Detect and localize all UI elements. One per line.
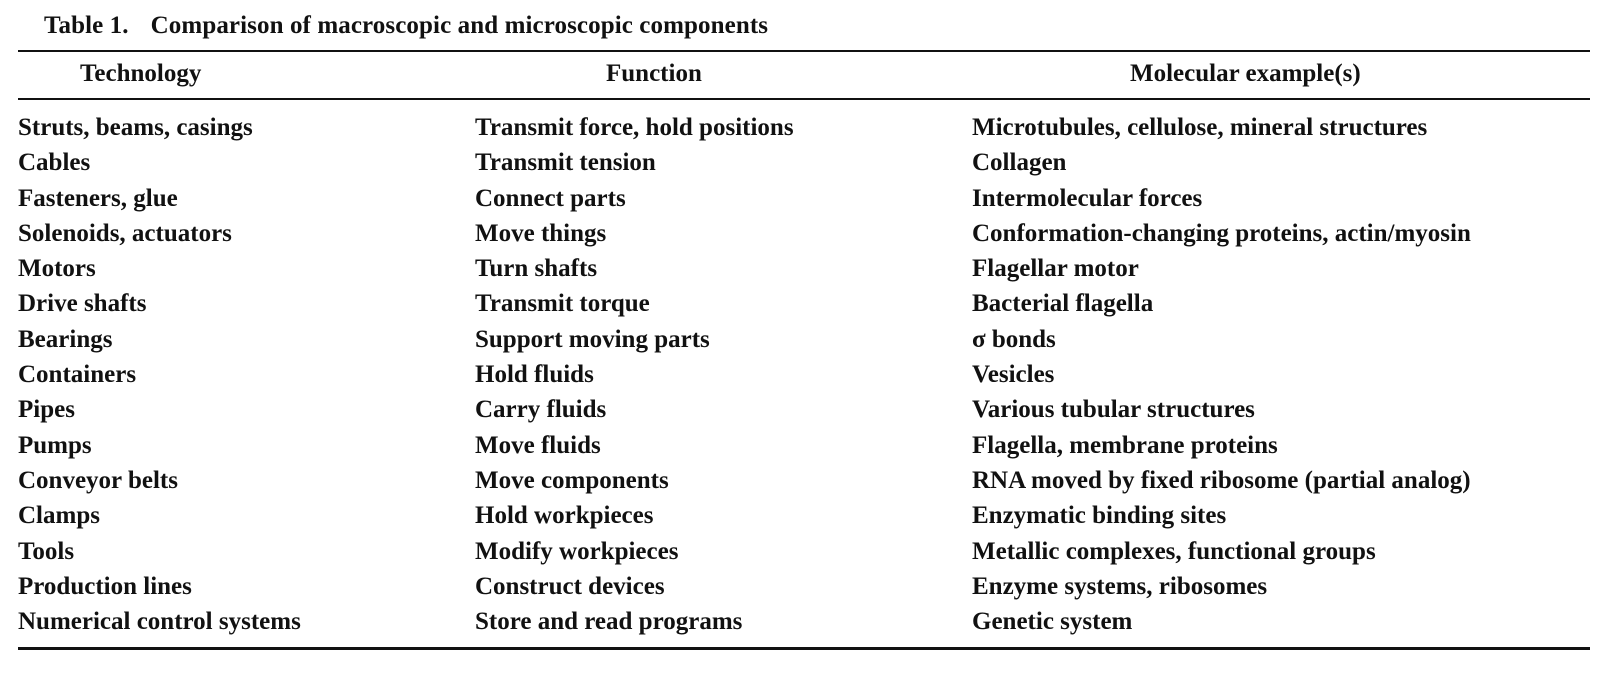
table-top-rule — [18, 50, 1590, 52]
function-cell: Construct devices — [475, 572, 665, 600]
molecular-example-cell: σ bonds — [972, 325, 1056, 353]
table-row — [0, 286, 1600, 321]
technology-cell: Containers — [18, 361, 137, 389]
molecular-example-cell: Vesicles — [972, 361, 1055, 389]
molecular-example-cell: RNA moved by fixed ribosome (partial analog) — [972, 466, 1471, 494]
table-row — [0, 216, 1600, 251]
function-cell: Move components — [475, 466, 669, 494]
molecular-example-cell: Genetic system — [972, 608, 1133, 636]
technology-cell: Numerical control systems — [18, 608, 301, 636]
table-body — [0, 110, 1600, 639]
column-header-molecular-examples: Molecular example(s) — [1130, 60, 1361, 87]
function-cell: Move things — [475, 219, 607, 247]
table-caption-title: Comparison of macroscopic and microscopic components — [150, 12, 769, 39]
molecular-example-cell: Enzymatic binding sites — [972, 502, 1227, 530]
function-cell: Turn shafts — [475, 255, 598, 283]
molecular-example-cell: Flagella, membrane proteins — [972, 431, 1278, 459]
table-row — [0, 569, 1600, 604]
molecular-example-cell: Intermolecular forces — [972, 184, 1203, 212]
function-cell: Support moving parts — [475, 325, 710, 353]
molecular-example-cell: Conformation-changing proteins, actin/myosin — [972, 219, 1471, 247]
table-caption-label: Table 1. — [44, 12, 129, 39]
function-cell: Hold workpieces — [475, 502, 654, 530]
function-cell: Transmit force, hold positions — [475, 114, 794, 141]
table-row — [0, 534, 1600, 569]
technology-cell: Struts, beams, casings — [18, 114, 253, 141]
function-cell: Transmit tension — [475, 149, 656, 177]
technology-cell: Solenoids, actuators — [18, 219, 232, 247]
function-cell: Transmit torque — [475, 290, 650, 318]
table-caption — [44, 12, 768, 40]
table-row — [0, 498, 1600, 533]
technology-cell: Pumps — [18, 431, 92, 459]
table-row — [0, 428, 1600, 463]
technology-cell: Fasteners, glue — [18, 184, 178, 212]
table-bottom-rule — [18, 647, 1590, 650]
function-cell: Store and read programs — [475, 608, 743, 636]
table-row — [0, 145, 1600, 180]
function-cell: Connect parts — [475, 184, 626, 212]
table-header-rule — [18, 98, 1590, 100]
function-cell: Move fluids — [475, 431, 601, 459]
molecular-example-cell: Bacterial flagella — [972, 290, 1154, 318]
table-row — [0, 604, 1600, 639]
function-cell: Hold fluids — [475, 361, 594, 389]
technology-cell: Production lines — [18, 572, 192, 600]
technology-cell: Pipes — [18, 396, 75, 424]
molecular-example-cell: Enzyme systems, ribosomes — [972, 572, 1268, 600]
table-row — [0, 251, 1600, 286]
function-cell: Carry fluids — [475, 396, 607, 424]
technology-cell: Conveyor belts — [18, 466, 178, 494]
molecular-example-cell: Various tubular structures — [972, 396, 1255, 424]
technology-cell: Drive shafts — [18, 290, 147, 318]
molecular-example-cell: Microtubules, cellulose, mineral structures — [972, 114, 1428, 141]
column-header-technology: Technology — [80, 60, 202, 87]
molecular-example-cell: Flagellar motor — [972, 255, 1139, 283]
molecular-example-cell: Collagen — [972, 149, 1067, 177]
technology-cell: Tools — [18, 537, 75, 565]
function-cell: Modify workpieces — [475, 537, 679, 565]
technology-cell: Cables — [18, 149, 91, 177]
table-row — [0, 110, 1600, 145]
column-header-function: Function — [606, 60, 702, 87]
table-row — [0, 392, 1600, 427]
technology-cell: Motors — [18, 255, 96, 283]
technology-cell: Bearings — [18, 325, 113, 353]
molecular-example-cell: Metallic complexes, functional groups — [972, 537, 1376, 565]
table-row — [0, 463, 1600, 498]
table-row — [0, 181, 1600, 216]
table-row — [0, 357, 1600, 392]
technology-cell: Clamps — [18, 502, 100, 530]
table-row — [0, 322, 1600, 357]
